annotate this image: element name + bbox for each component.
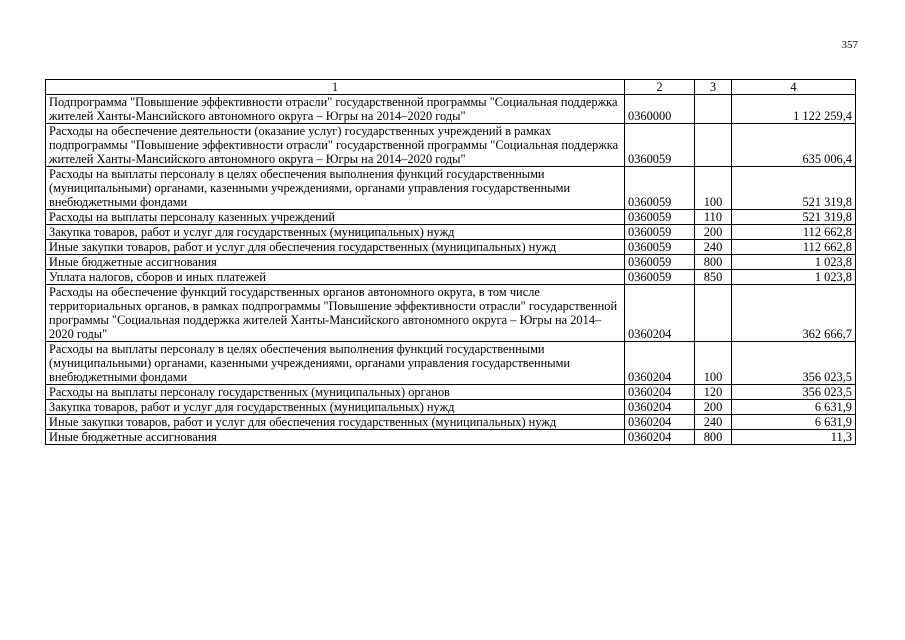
row-type: 200	[695, 225, 732, 240]
row-name: Расходы на выплаты персоналу в целях обеспечения выполнения функций государственными (муниципальными) органами, казенными учреждениями, органами управления государственными внебюджетными фондами	[46, 167, 625, 210]
budget-table	[45, 79, 856, 445]
row-type: 110	[695, 210, 732, 225]
row-type: 100	[695, 342, 732, 385]
row-code: 0360059	[625, 124, 695, 167]
row-name: Расходы на выплаты персоналу в целях обеспечения выполнения функций государственными (муниципальными) органами, казенными учреждениями, органами управления государственными внебюджетными фондами	[46, 342, 625, 385]
table-body	[46, 95, 856, 445]
row-code: 0360204	[625, 415, 695, 430]
row-type: 240	[695, 415, 732, 430]
row-sum: 1 023,8	[732, 255, 856, 270]
row-code: 0360204	[625, 342, 695, 385]
row-sum: 6 631,9	[732, 415, 856, 430]
page-number: 357	[841, 39, 858, 51]
row-code: 0360000	[625, 95, 695, 124]
row-type	[695, 124, 732, 167]
row-name: Закупка товаров, работ и услуг для государственных (муниципальных) нужд	[46, 400, 625, 415]
row-type: 100	[695, 167, 732, 210]
column-header-sum: 4	[732, 80, 856, 95]
row-sum: 362 666,7	[732, 285, 856, 342]
row-name: Расходы на выплаты персоналу государственных (муниципальных) органов	[46, 385, 625, 400]
row-type: 200	[695, 400, 732, 415]
row-code: 0360204	[625, 285, 695, 342]
row-sum: 635 006,4	[732, 124, 856, 167]
row-code: 0360204	[625, 400, 695, 415]
row-code: 0360204	[625, 430, 695, 445]
row-sum: 11,3	[732, 430, 856, 445]
row-name: Подпрограмма "Повышение эффективности отрасли" государственной программы "Социальная поддержка жителей Ханты-Мансийского автономного округа – Югры на 2014–2020 годы"	[46, 95, 625, 124]
row-sum: 112 662,8	[732, 225, 856, 240]
row-sum: 1 122 259,4	[732, 95, 856, 124]
row-sum: 112 662,8	[732, 240, 856, 255]
row-name: Расходы на обеспечение деятельности (оказание услуг) государственных учреждений в рамках подпрограммы "Повышение эффективности отрасли" государственной программы "Социальная поддержка жителей Ханты-Мансийского автономного округа – Югры на 2014–2020 годы"	[46, 124, 625, 167]
row-type: 800	[695, 255, 732, 270]
table-row	[46, 240, 856, 255]
table-row	[46, 255, 856, 270]
row-name: Уплата налогов, сборов и иных платежей	[46, 270, 625, 285]
table-row	[46, 95, 856, 124]
row-name: Расходы на выплаты персоналу казенных учреждений	[46, 210, 625, 225]
row-code: 0360059	[625, 210, 695, 225]
table-row	[46, 415, 856, 430]
row-code: 0360059	[625, 225, 695, 240]
table-row	[46, 124, 856, 167]
row-sum: 6 631,9	[732, 400, 856, 415]
row-code: 0360059	[625, 240, 695, 255]
table-row	[46, 270, 856, 285]
row-name: Расходы на обеспечение функций государственных органов автономного округа, в том числе территориальных органов, в рамках подпрограммы "Повышение эффективности отрасли" государственной программы "Социальная поддержка жителей Ханты-Мансийского автономного округа – Югры на 2014–2020 годы"	[46, 285, 625, 342]
row-code: 0360204	[625, 385, 695, 400]
row-type: 800	[695, 430, 732, 445]
row-sum: 356 023,5	[732, 342, 856, 385]
table-row	[46, 385, 856, 400]
table-row	[46, 400, 856, 415]
table-row	[46, 225, 856, 240]
row-type	[695, 95, 732, 124]
row-sum: 356 023,5	[732, 385, 856, 400]
table-row	[46, 167, 856, 210]
row-name: Иные бюджетные ассигнования	[46, 430, 625, 445]
row-code: 0360059	[625, 255, 695, 270]
row-sum: 521 319,8	[732, 210, 856, 225]
row-name: Закупка товаров, работ и услуг для государственных (муниципальных) нужд	[46, 225, 625, 240]
table-header	[46, 80, 856, 95]
table-row	[46, 210, 856, 225]
row-name: Иные закупки товаров, работ и услуг для обеспечения государственных (муниципальных) нужд	[46, 415, 625, 430]
row-name: Иные бюджетные ассигнования	[46, 255, 625, 270]
row-type: 850	[695, 270, 732, 285]
row-type: 120	[695, 385, 732, 400]
header-row	[46, 80, 856, 95]
table-row	[46, 342, 856, 385]
row-sum: 1 023,8	[732, 270, 856, 285]
row-name: Иные закупки товаров, работ и услуг для обеспечения государственных (муниципальных) нужд	[46, 240, 625, 255]
table-row	[46, 285, 856, 342]
row-code: 0360059	[625, 167, 695, 210]
column-header-code: 2	[625, 80, 695, 95]
row-type: 240	[695, 240, 732, 255]
column-header-type: 3	[695, 80, 732, 95]
row-type	[695, 285, 732, 342]
table-row	[46, 430, 856, 445]
row-code: 0360059	[625, 270, 695, 285]
row-sum: 521 319,8	[732, 167, 856, 210]
column-header-name: 1	[46, 80, 625, 95]
